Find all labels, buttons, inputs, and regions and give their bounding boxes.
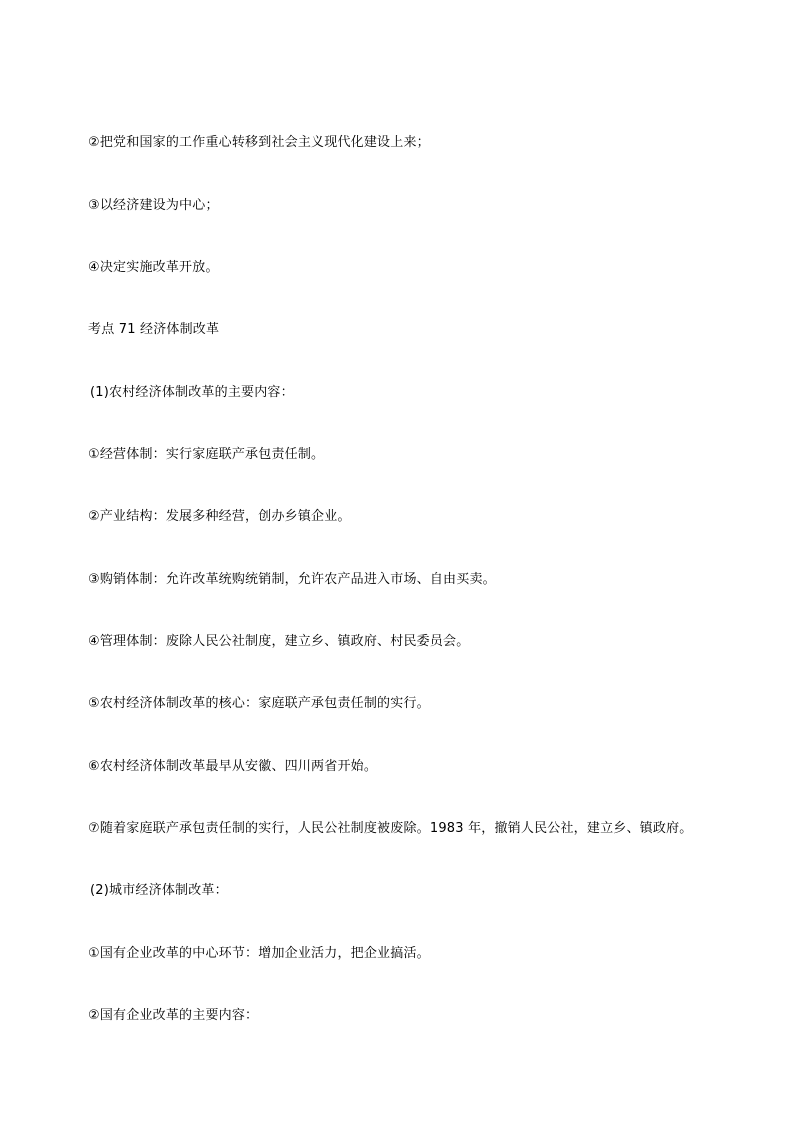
text-line: ⑤农村经济体制改革的核心：家庭联产承包责任制的实行。	[88, 696, 430, 711]
text-line: ⑦随着家庭联产承包责任制的实行，人民公社制度被废除。1983 年，撤销人民公社，建立乡、镇政府。	[88, 821, 693, 836]
text-line: ③以经济建设为中心；	[88, 198, 219, 213]
text-line: ②把党和国家的工作重心转移到社会主义现代化建设上来；	[88, 135, 430, 150]
subsection-heading: (2)城市经济体制改革：	[90, 883, 228, 898]
text-line: ③购销体制：允许改革统购统销制，允许农产品进入市场、自由买卖。	[88, 572, 496, 587]
text-line: ②产业结构：发展多种经营，创办乡镇企业。	[88, 509, 351, 524]
text-line: ①国有企业改革的中心环节：增加企业活力，把企业搞活。	[88, 946, 430, 961]
section-heading: 考点 71 经济体制改革	[88, 322, 220, 337]
text-line: ⑥农村经济体制改革最早从安徽、四川两省开始。	[88, 759, 378, 774]
text-line: ②国有企业改革的主要内容：	[88, 1008, 259, 1023]
text-line: ①经营体制：实行家庭联产承包责任制。	[88, 447, 325, 462]
subsection-heading: (1)农村经济体制改革的主要内容：	[90, 385, 294, 400]
text-line: ④决定实施改革开放。	[88, 260, 219, 275]
text-line: ④管理体制：废除人民公社制度，建立乡、镇政府、村民委员会。	[88, 634, 470, 649]
